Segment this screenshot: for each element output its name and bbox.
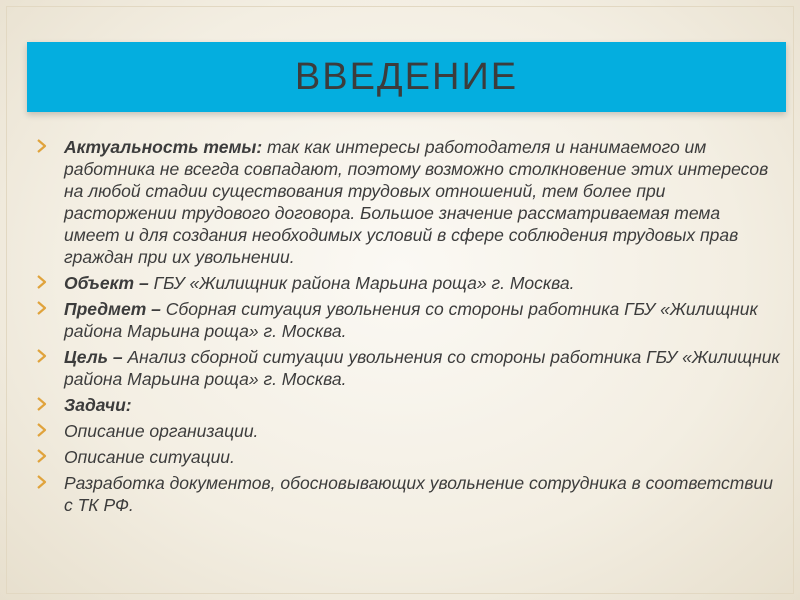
slide-title: ВВЕДЕНИЕ — [294, 56, 519, 98]
list-item — [36, 394, 780, 416]
bullet-icon — [36, 139, 48, 153]
item-text: Анализ сборной ситуации увольнения со стороны работника ГБУ «Жилищник района Марьина роща» г. Москва. — [64, 347, 780, 389]
list-item — [36, 346, 780, 390]
item-label: Предмет – — [64, 299, 166, 319]
bullet-icon — [36, 397, 48, 411]
item-label: Задачи: — [64, 395, 132, 415]
list-item — [36, 136, 780, 268]
bullet-icon — [36, 349, 48, 363]
item-text: Разработка документов, обосновывающих увольнение сотрудника в соответствии с ТК РФ. — [64, 473, 773, 515]
item-text: так как интересы работодателя и нанимаемого им работника не всегда совпадают, поэтому возможно столкновение этих интересов на любой стадии существования трудовых отношений, тем более при расторжении трудового договора. Большое значение рассматриваемая тема имеет и для создания необходимых условий в сфере соблюдения трудовых прав граждан при их увольнении. — [64, 137, 769, 267]
bullet-icon — [36, 449, 48, 463]
bullet-list — [36, 136, 780, 520]
item-label: Актуальность темы: — [64, 137, 268, 157]
bullet-icon — [36, 475, 48, 489]
list-item — [36, 420, 780, 442]
item-label: Цель – — [64, 347, 128, 367]
list-item — [36, 298, 780, 342]
item-text: Описание ситуации. — [64, 447, 235, 467]
item-text: Сборная ситуация увольнения со стороны работника ГБУ «Жилищник района Марьина роща» г. Москва. — [64, 299, 758, 341]
list-item — [36, 272, 780, 294]
bullet-icon — [36, 301, 48, 315]
item-label: Объект – — [64, 273, 154, 293]
item-text: ГБУ «Жилищник района Марьина роща» г. Москва. — [153, 273, 575, 293]
bullet-icon — [36, 423, 48, 437]
bullet-icon — [36, 275, 48, 289]
item-text: Описание организации. — [64, 421, 259, 441]
list-item — [36, 446, 780, 468]
list-item — [36, 472, 780, 516]
title-bar — [27, 42, 786, 112]
